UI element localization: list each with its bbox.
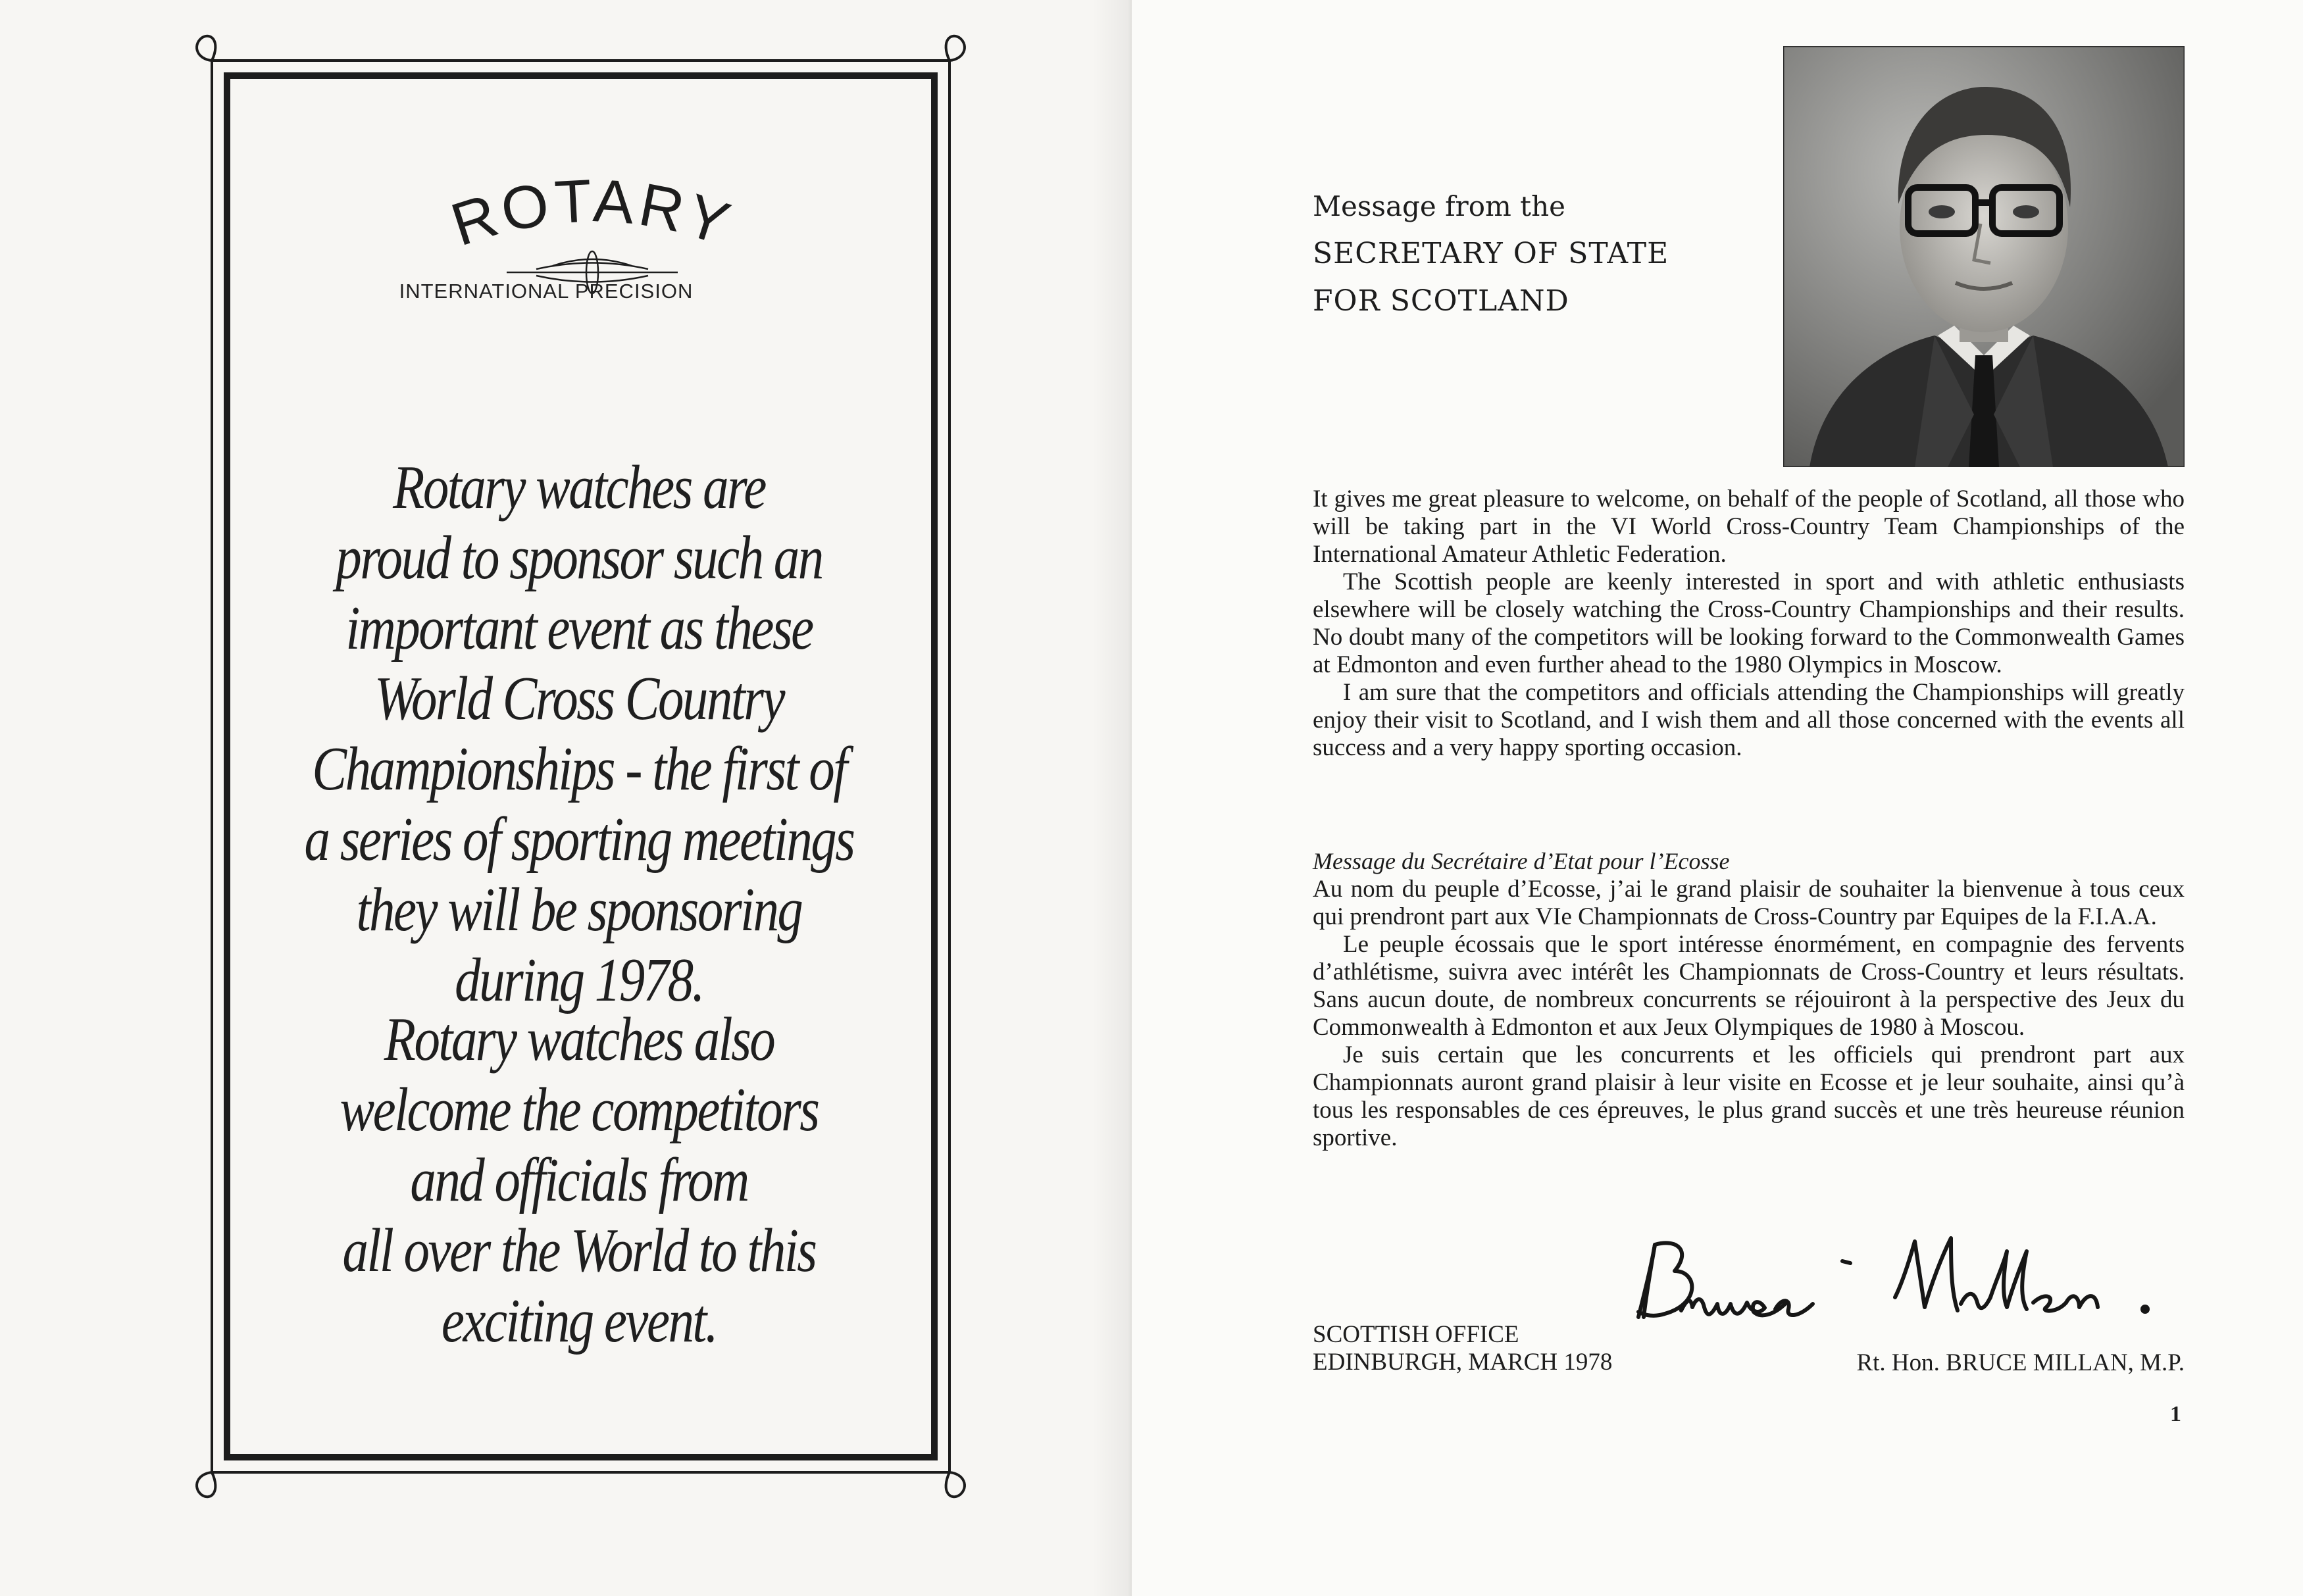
rotary-tagline: INTERNATIONAL PRECISION <box>399 280 694 303</box>
message-heading <box>1313 183 1669 325</box>
page-number: 1 <box>2170 1402 2181 1426</box>
handwritten-signature <box>1619 1225 2191 1337</box>
ad-line: during 1978. <box>455 946 703 1014</box>
office-address <box>1313 1321 1612 1376</box>
paragraph: The Scottish people are keenly interested in sport and with athletic enthusiasts elsewhere will be closely watching the Cross-Country Championships and their results. No doubt many of the competitors will be looking forward to the Commonwealth Games at Edmonton and even further ahead to the 1980 Olympics in Moscow. <box>1313 568 2185 678</box>
signatory-name: Rt. Hon. BRUCE MILLAN, M.P. <box>1856 1349 2185 1376</box>
ad-line: they will be sponsoring <box>356 876 802 944</box>
ad-line: Rotary watches are <box>393 453 765 522</box>
paragraph: It gives me great pleasure to welcome, on behalf of the people of Scotland, all those who will be taking part in the VI World Cross-Country Team Championships of the International Amateur Athletic Federation. <box>1313 486 2185 568</box>
french-message-title: Message du Secrétaire d’Etat pour l’Ecosse <box>1313 848 1730 874</box>
ad-line: important event as these <box>345 594 813 662</box>
portrait-photo <box>1783 46 2185 467</box>
office-line-2: EDINBURGH, MARCH 1978 <box>1313 1349 1613 1376</box>
ad-line: all over the World to this <box>342 1216 816 1285</box>
paragraph: Au nom du peuple d’Ecosse, j’ai le grand plaisir de souhaiter la bienvenue à tous ceux qui prendront part aux VIe Championnats de Cross-Country par Equipes de la F.I.A.A. <box>1313 876 2185 930</box>
ad-line: a series of sporting meetings <box>304 805 854 874</box>
rotary-wordmark: ROTARY <box>443 179 742 259</box>
heading-line-2: SECRETARY OF STATE <box>1313 237 1669 270</box>
svg-text:ROTARY <box>443 179 741 259</box>
ad-line: welcome the competitors <box>340 1076 819 1144</box>
right-page-message <box>1132 0 2303 1596</box>
paragraph: I am sure that the competitors and officials attending the Championships will greatly enjoy their visit to Scotland, and I wish them and all those concerned with the events all success and a very happy sporting occasion. <box>1313 679 2185 761</box>
ad-paragraph-2 <box>303 1005 855 1357</box>
ad-line: Championships - the first of <box>312 735 846 803</box>
english-message <box>1313 486 2185 762</box>
ad-paragraph-1 <box>303 453 855 1016</box>
paragraph: Le peuple écossais que le sport intéresse énormément, en compagnie des fervents d’athlétisme, suivra avec intérêt les Championnats de Cross-Country et leurs résultats. Sans aucun doute, de nombreux concurrents se réjouiront à la perspective des Jeux du Commonwealth à Edmonton et aux Jeux Olympiques de 1980 à Moscou. <box>1313 931 2185 1041</box>
left-page-advertisement <box>0 0 1132 1596</box>
office-line-1: SCOTTISH OFFICE <box>1313 1321 1519 1348</box>
ad-line: Rotary watches also <box>384 1005 774 1074</box>
paragraph: Je suis certain que les concurrents et les officiels qui prendront part aux Championnats auront grand plaisir à leur visite en Ecosse et je leur souhaite, ainsi qu’à tous les responsables de ces épreuves, le plus grand succès et une très heureuse réunion sportive. <box>1313 1041 2185 1151</box>
ad-line: and officials from <box>410 1146 748 1214</box>
heading-line-3: FOR SCOTLAND <box>1313 284 1569 318</box>
ad-line: exciting event. <box>441 1287 717 1355</box>
french-message <box>1313 876 2185 1152</box>
heading-line-1: Message from the <box>1313 190 1565 222</box>
ad-line: proud to sponsor such an <box>336 524 822 592</box>
ad-line: World Cross Country <box>374 664 784 733</box>
